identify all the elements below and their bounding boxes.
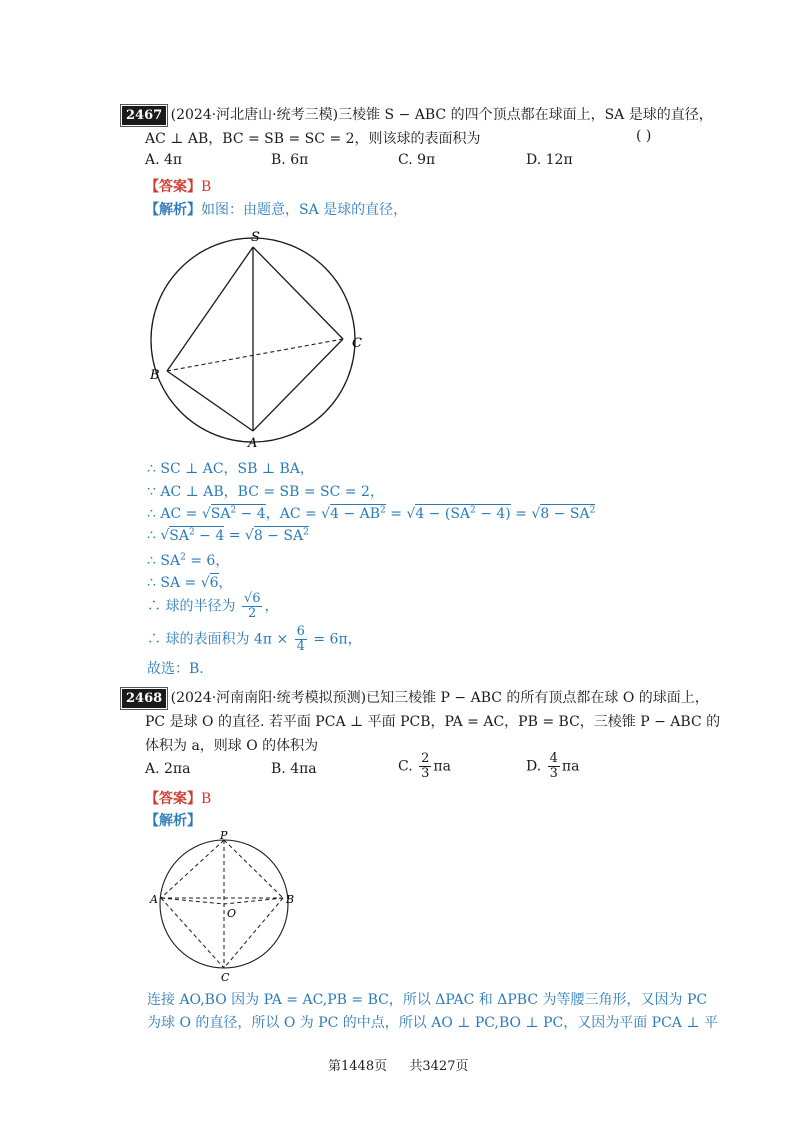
rad5-b: − 4 bbox=[194, 527, 225, 544]
analysis-text-line2: 为球 O 的直径，所以 O 为 PC 的中点，所以 AO ⊥ PC,BO ⊥ PC，又因为平面 PCA ⊥ 平 bbox=[147, 1015, 718, 1031]
sqrt-sign: √ bbox=[531, 506, 541, 522]
question-2467-header bbox=[122, 104, 713, 125]
option-a: A. 4π bbox=[145, 152, 183, 168]
question-number-badge: 2467 bbox=[122, 106, 166, 125]
step5-a: ∴ SA bbox=[147, 553, 181, 569]
answer-label: 【答案】 bbox=[145, 179, 201, 195]
edge-SC bbox=[253, 247, 343, 339]
step-9: 故选：B. bbox=[147, 661, 204, 677]
rad1-exp: 2 bbox=[230, 505, 237, 516]
rad5-a: SA bbox=[169, 527, 189, 544]
step3-eq2: = bbox=[510, 506, 532, 522]
option-c-num: 2 bbox=[421, 751, 430, 766]
radicand-3 bbox=[415, 504, 510, 522]
option-d-den: 3 bbox=[549, 766, 558, 781]
rad2-a: 4 − AB bbox=[330, 506, 381, 522]
question-stem-line1: (2024·河北唐山·统考三模)三棱锥 S − ABC 的四个顶点都在球面上，SA 是球的直径， bbox=[170, 107, 713, 123]
step-3 bbox=[147, 503, 595, 523]
step-1: ∴ SC ⊥ AC，SB ⊥ BA， bbox=[147, 461, 314, 477]
question-stem-line2: PC 是球 O 的直径. 若平面 PCA ⊥ 平面 PCB，PA = AC，PB = BC，三棱锥 P − ABC 的 bbox=[145, 714, 721, 730]
sqrt-sign: √ bbox=[321, 506, 331, 522]
answer-label: 【答案】 bbox=[145, 791, 201, 807]
radius-fraction bbox=[242, 592, 263, 621]
option-b: B. 4πa bbox=[271, 761, 317, 777]
option-c: C. 9π bbox=[398, 152, 436, 168]
question-2468-header bbox=[122, 687, 709, 708]
radicand-4 bbox=[540, 504, 595, 522]
step5-b: = 6， bbox=[185, 553, 230, 569]
area-fraction bbox=[295, 625, 307, 654]
step5-exp: 2 bbox=[180, 552, 186, 563]
option-d-prefix: D. bbox=[526, 758, 546, 775]
answer-line bbox=[145, 176, 211, 196]
analysis-label: 【解析】 bbox=[145, 813, 201, 829]
radius-num: √6 bbox=[243, 591, 261, 606]
option-c-fraction bbox=[419, 752, 431, 781]
answer-value: B bbox=[201, 791, 212, 807]
step3-eq1: = bbox=[385, 506, 407, 522]
analysis-text-line1: 连接 AO,BO 因为 PA = AC,PB = BC，所以 ΔPAC 和 ΔPBC 为等腰三角形，又因为 PC bbox=[147, 992, 708, 1008]
step3-text-a: ∴ AC = bbox=[147, 506, 202, 522]
step-4 bbox=[147, 527, 309, 544]
page-total: 共3427页 bbox=[409, 1059, 469, 1074]
step-2: ∵ AC ⊥ AB，BC = SB = SC = 2， bbox=[147, 484, 384, 500]
sqrt-sign: √ bbox=[201, 506, 211, 522]
rad4-a: 8 − SA bbox=[540, 506, 590, 522]
area-num: 6 bbox=[296, 624, 305, 639]
question-number-badge: 2468 bbox=[122, 689, 166, 708]
rad5-exp: 2 bbox=[188, 527, 195, 537]
analysis-line bbox=[145, 199, 407, 219]
label-O: O bbox=[227, 907, 237, 920]
sphere-figure-1 bbox=[150, 225, 380, 450]
area-den: 4 bbox=[296, 639, 305, 654]
analysis-line bbox=[145, 810, 201, 830]
rad6-exp: 2 bbox=[303, 527, 309, 537]
radicand-5 bbox=[169, 526, 224, 544]
step8-a: ∴ 球的表面积为 4π × bbox=[147, 631, 293, 648]
option-d-suffix: πa bbox=[561, 758, 580, 775]
step4-eq: = bbox=[224, 527, 245, 544]
segment-AO bbox=[161, 898, 224, 904]
rad2-exp: 2 bbox=[380, 505, 386, 516]
rad3-a: 4 − (SA bbox=[415, 506, 471, 522]
option-c-suffix: πa bbox=[433, 758, 451, 775]
rad1-b: − 4 bbox=[236, 506, 266, 522]
question-stem-line3: 体积为 a，则球 O 的体积为 bbox=[145, 738, 319, 754]
radicand-1 bbox=[211, 504, 266, 522]
radicand-2 bbox=[330, 504, 386, 522]
label-C: C bbox=[221, 971, 230, 984]
answer-value: B bbox=[201, 179, 212, 195]
sphere-figure-2 bbox=[146, 830, 306, 985]
edge-PB bbox=[224, 840, 283, 898]
label-A: A bbox=[248, 436, 258, 450]
radius-den: 2 bbox=[248, 606, 257, 621]
rad3-b: − 4) bbox=[475, 506, 511, 522]
sqrt-sign: √ bbox=[200, 575, 210, 591]
answer-line bbox=[145, 788, 211, 808]
sqrt-sign: √ bbox=[406, 506, 416, 522]
step6-a: ∴ SA = bbox=[147, 575, 201, 591]
answer-paren: ( ) bbox=[636, 128, 652, 144]
option-b: B. 6π bbox=[271, 152, 309, 168]
option-d-fraction bbox=[548, 752, 560, 781]
page-number: 第1448页 bbox=[328, 1059, 388, 1074]
label-C: C bbox=[352, 336, 362, 351]
step7-b: ， bbox=[264, 598, 279, 615]
option-c bbox=[398, 752, 451, 781]
sqrt-sign: √ bbox=[160, 527, 170, 544]
sqrt-sign: √ bbox=[244, 527, 254, 544]
step-8 bbox=[147, 625, 362, 654]
analysis-label: 【解析】 bbox=[145, 202, 201, 218]
rad6-a: 8 − SA bbox=[253, 527, 304, 544]
edge-AC bbox=[161, 898, 224, 968]
step-7 bbox=[147, 592, 278, 621]
label-P: P bbox=[220, 830, 228, 842]
option-a: A. 2πa bbox=[145, 761, 191, 777]
step7-a: ∴ 球的半径为 bbox=[147, 598, 240, 615]
label-B: B bbox=[150, 368, 160, 383]
step6-b: ， bbox=[218, 575, 233, 591]
step-6 bbox=[147, 572, 233, 592]
page-footer bbox=[328, 1055, 468, 1074]
step8-b: = 6π， bbox=[308, 631, 362, 648]
rad1-a: SA bbox=[210, 506, 231, 522]
edge-AB bbox=[167, 371, 253, 431]
step-5 bbox=[147, 550, 229, 570]
label-B: B bbox=[286, 893, 295, 906]
option-d-num: 4 bbox=[549, 751, 558, 766]
analysis-intro: 如图：由题意，SA 是球的直径， bbox=[201, 202, 408, 218]
question-stem-line2: AC ⊥ AB，BC = SB = SC = 2，则该球的表面积为 bbox=[145, 131, 481, 147]
option-c-prefix: C. bbox=[398, 758, 418, 775]
step4-text-a: ∴ bbox=[147, 527, 161, 544]
rad4-exp: 2 bbox=[589, 505, 596, 516]
rad3-exp: 2 bbox=[470, 505, 476, 516]
step3-text-b: ，AC = bbox=[265, 506, 322, 522]
label-S: S bbox=[251, 230, 260, 245]
question-stem-line1: (2024·河南南阳·统考模拟预测)已知三棱锥 P − ABC 的所有顶点都在球 O 的球面上， bbox=[170, 690, 709, 706]
label-A: A bbox=[150, 893, 158, 906]
edge-SB bbox=[167, 247, 253, 371]
radicand-6 bbox=[254, 526, 309, 544]
option-c-den: 3 bbox=[421, 766, 430, 781]
segment-BO bbox=[224, 898, 283, 904]
step6-radicand: 6 bbox=[209, 575, 219, 591]
option-d: D. 12π bbox=[526, 152, 573, 168]
option-d bbox=[526, 752, 579, 781]
